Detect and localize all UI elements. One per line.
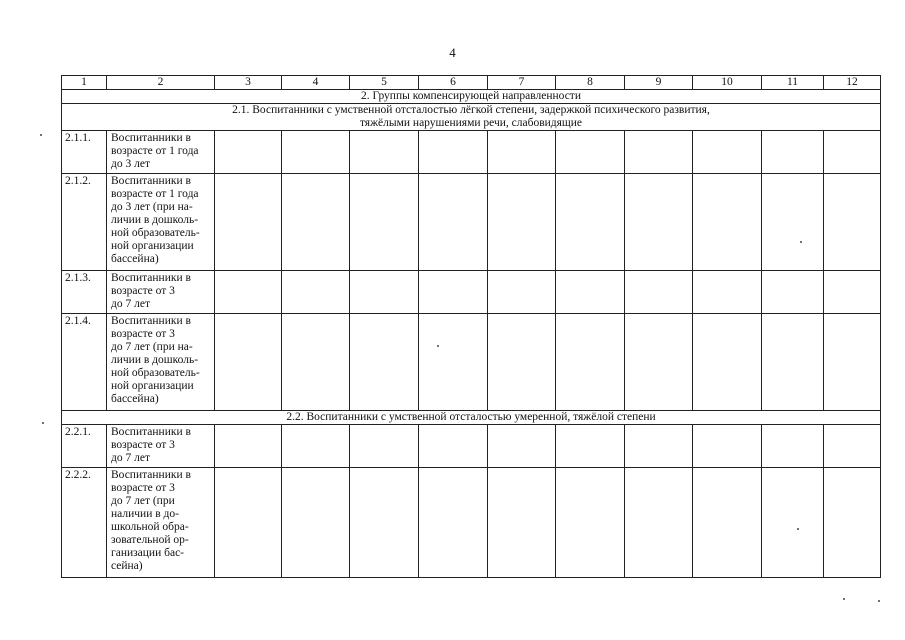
table-row [62,425,881,468]
column-number: 9 [625,76,693,90]
rows-section-2-2 [62,425,881,578]
table-row [62,174,881,271]
empty-cell [419,425,488,468]
page-number: 4 [449,45,456,60]
empty-cell [488,425,556,468]
empty-cell [556,271,625,314]
column-number: 6 [419,76,488,90]
empty-cell [282,271,350,314]
empty-cell [282,468,350,578]
section-heading-row [62,411,881,425]
empty-cell [350,131,419,174]
row-code: 2.2.2. [62,468,107,578]
empty-cell [419,468,488,578]
empty-cell [215,425,282,468]
empty-cell [625,271,693,314]
empty-cell [215,314,282,411]
scan-speck [42,422,44,424]
empty-cell [419,131,488,174]
scan-speck [797,528,799,530]
column-number: 5 [350,76,419,90]
empty-cell [282,174,350,271]
column-number: 7 [488,76,556,90]
empty-cell [488,174,556,271]
empty-cell [824,271,881,314]
empty-cell [350,314,419,411]
empty-cell [693,131,762,174]
empty-cell [824,425,881,468]
rows-section-2-1 [62,131,881,411]
empty-cell [488,468,556,578]
scan-speck [437,345,439,347]
empty-cell [824,468,881,578]
empty-cell [762,174,824,271]
scan-speck [843,598,845,600]
empty-cell [625,314,693,411]
section-2-1-title: 2.1. Воспитанники с умственной отсталостью лёгкой степени, задержкой психического развития, тяжёлыми нарушениями речи, слабовидящие [62,104,881,131]
column-number-row [62,76,881,90]
empty-cell [488,131,556,174]
empty-cell [693,174,762,271]
empty-cell [350,425,419,468]
empty-cell [762,271,824,314]
empty-cell [419,271,488,314]
empty-cell [215,131,282,174]
empty-cell [693,271,762,314]
empty-cell [350,468,419,578]
section-heading-row [62,104,881,131]
empty-cell [762,468,824,578]
empty-cell [350,271,419,314]
row-description: Воспитанники в возрасте от 1 года до 3 лет [107,131,215,174]
empty-cell [488,314,556,411]
empty-cell [282,314,350,411]
empty-cell [762,131,824,174]
table-row [62,468,881,578]
scan-speck [878,600,880,602]
empty-cell [556,425,625,468]
row-description: Воспитанники в возрасте от 3 до 7 лет (при на- личии в дошколь- ной образователь- ной организации бассейна) [107,314,215,411]
empty-cell [556,131,625,174]
section-heading-row [62,90,881,104]
empty-cell [762,314,824,411]
row-code: 2.1.1. [62,131,107,174]
empty-cell [419,174,488,271]
table-row [62,131,881,174]
empty-cell [824,174,881,271]
row-code: 2.1.2. [62,174,107,271]
row-code: 2.2.1. [62,425,107,468]
empty-cell [625,425,693,468]
empty-cell [556,174,625,271]
column-number: 1 [62,76,107,90]
empty-cell [625,468,693,578]
column-number: 12 [824,76,881,90]
row-description: Воспитанники в возрасте от 3 до 7 лет [107,271,215,314]
empty-cell [556,468,625,578]
row-description: Воспитанники в возрасте от 3 до 7 лет (при наличии в до- школьной обра- зовательной ор- ганизации бас- сейна) [107,468,215,578]
empty-cell [215,468,282,578]
section-2-title: 2. Группы компенсирующей направленности [62,90,881,104]
empty-cell [693,314,762,411]
row-code: 2.1.3. [62,271,107,314]
empty-cell [488,271,556,314]
table-row [62,314,881,411]
empty-cell [419,314,488,411]
empty-cell [824,131,881,174]
empty-cell [824,314,881,411]
column-number: 3 [215,76,282,90]
column-number: 8 [556,76,625,90]
scan-speck [800,241,802,243]
empty-cell [350,174,419,271]
row-description: Воспитанники в возрасте от 3 до 7 лет [107,425,215,468]
empty-cell [693,425,762,468]
empty-cell [625,131,693,174]
empty-cell [215,174,282,271]
column-number: 11 [762,76,824,90]
empty-cell [762,425,824,468]
section-2-2-title: 2.2. Воспитанники с умственной отсталостью умеренной, тяжёлой степени [62,411,881,425]
empty-cell [215,271,282,314]
table-row [62,271,881,314]
column-number: 10 [693,76,762,90]
empty-cell [693,468,762,578]
scan-speck [40,134,42,136]
empty-cell [625,174,693,271]
empty-cell [282,131,350,174]
column-number: 2 [107,76,215,90]
empty-cell [282,425,350,468]
column-number: 4 [282,76,350,90]
empty-cell [556,314,625,411]
data-table [61,75,881,578]
row-description: Воспитанники в возрасте от 1 года до 3 лет (при на- личии в дошколь- ной образователь- ной организации бассейна) [107,174,215,271]
row-code: 2.1.4. [62,314,107,411]
